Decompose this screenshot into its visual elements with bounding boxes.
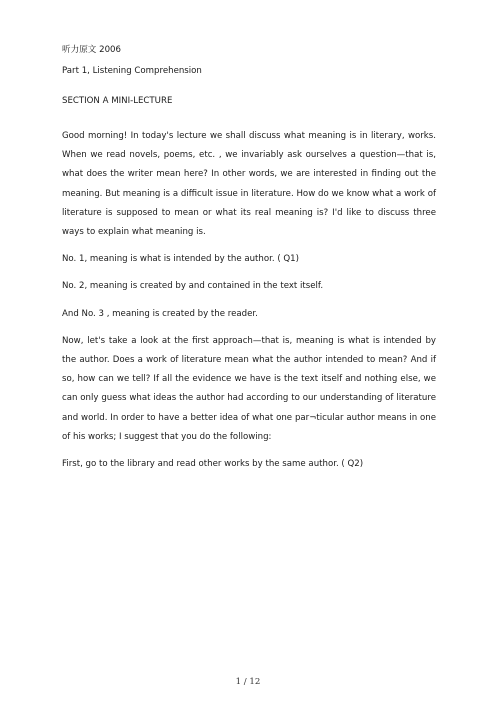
paragraph-intro: Good morning! In today's lecture we shall discuss what meaning is in literary, works. When we read novels, poems, etc. , we invariably ask ourselves a question—that is, what does the writer mean here? In other words, we are interested in finding out the meaning. But meaning is a difficult issue in literature. How do we know what a work of literature is supposed to mean or what its real meaning is? I'd like to discuss three ways to explain what meaning is. (62, 131, 436, 238)
paragraph-library: First, go to the library and read other works by the same author. ( Q2) (62, 459, 364, 470)
paragraph-first-approach: Now, let's take a look at the first approach—that is, meaning is what is intended by the author. Does a work of literature mean what the author intended to mean? And if so, how can we tell? If all the evidence we have is the text itself and nothing else, we can only guess what ideas the author had according to our understanding of literature and world. In order to have a better idea of what one par¬ticular author means in one of his works; I suggest that you do the following: (62, 335, 436, 442)
paragraph-point-3: And No. 3 , meaning is created by the reader. (62, 308, 258, 319)
paragraph-point-2: No. 2, meaning is created by and contained in the text itself. (62, 281, 324, 292)
paragraph-point-1: No. 1, meaning is what is intended by the author. ( Q1) (62, 254, 299, 265)
section-heading: SECTION A MINI-LECTURE (62, 96, 173, 106)
page-indicator: 1 / 12 (235, 677, 261, 687)
document-title: 听力原文 2006 (62, 45, 121, 55)
part-heading: Part 1, Listening Comprehension (62, 66, 202, 76)
document-content (62, 44, 436, 482)
